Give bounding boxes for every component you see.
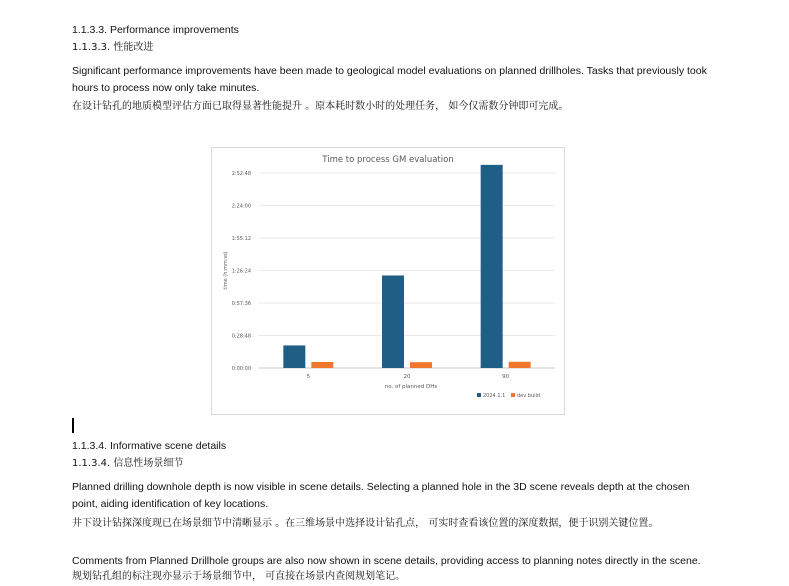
legend-label: dev build bbox=[517, 393, 541, 399]
legend-swatch bbox=[477, 393, 481, 397]
chart-container bbox=[211, 147, 565, 415]
y-tick-label: 0:28:48 bbox=[231, 333, 251, 340]
bar-chart bbox=[211, 147, 565, 415]
bar-2024-1-1 bbox=[283, 345, 305, 368]
y-tick-label: 0:00:00 bbox=[231, 366, 251, 372]
bar-dev-build bbox=[509, 362, 531, 368]
x-tick-label: 20 bbox=[403, 374, 411, 380]
x-axis-title: no. of planned DHs bbox=[384, 384, 438, 390]
legend-swatch bbox=[511, 393, 515, 397]
y-tick-label: 1:55:12 bbox=[231, 236, 251, 242]
bar-dev-build bbox=[410, 362, 432, 368]
x-tick-label: 90 bbox=[502, 374, 510, 380]
y-tick-label: 2:52:48 bbox=[231, 171, 251, 177]
x-tick-label: 5 bbox=[306, 374, 311, 380]
bar-dev-build bbox=[311, 362, 333, 368]
y-axis-title: time (h:mm:ss) bbox=[223, 251, 229, 290]
section-heading-en: 1.1.3.3. Performance improvements bbox=[72, 24, 239, 36]
bar-2024-1-1 bbox=[382, 275, 404, 368]
paragraph-en: Planned drilling downhole depth is now visible in scene details. Selecting a planned hole in the 3D scene reveals depth at the chosen point, aiding identification of key locations. bbox=[72, 481, 690, 510]
section-heading-cn: 1.1.3.4. 信息性场景细节 bbox=[72, 458, 184, 469]
text-cursor bbox=[72, 418, 74, 433]
paragraph-cn: 规划钻孔组的标注现亦显示于场景细节中， 可直接在场景内查阅规划笔记。 bbox=[72, 571, 406, 582]
paragraph-cn: 在设计钻孔的地质模型评估方面已取得显著性能提升 。原本耗时数小时的处理任务， 如今仅需数分钟即可完成。 bbox=[72, 101, 569, 112]
bar-2024-1-1 bbox=[481, 165, 503, 368]
section-heading-en: 1.1.3.4. Informative scene details bbox=[72, 440, 227, 452]
legend-label: 2024.1.1 bbox=[483, 393, 506, 399]
y-tick-label: 0:57:36 bbox=[231, 301, 251, 307]
y-tick-label: 2:24:00 bbox=[231, 203, 251, 210]
chart-title: Time to process GM evaluation bbox=[322, 155, 454, 165]
section-heading-cn: 1.1.3.3. 性能改进 bbox=[72, 42, 154, 53]
paragraph-cn: 井下设计钻探深度现已在场景细节中清晰显示 。在三维场景中选择设计钻孔点， 可实时查看该位置的深度数据，便于识别关键位置。 bbox=[72, 518, 659, 529]
paragraph-en: Significant performance improvements have been made to geological model evaluations on planned drillholes. Tasks that previously took hours to process now only take minutes. bbox=[72, 65, 707, 94]
paragraph-en: Comments from Planned Drillhole groups are also now shown in scene details, providing access to planning notes directly in the scene. bbox=[72, 555, 701, 567]
y-tick-label: 1:26:24 bbox=[231, 268, 251, 275]
